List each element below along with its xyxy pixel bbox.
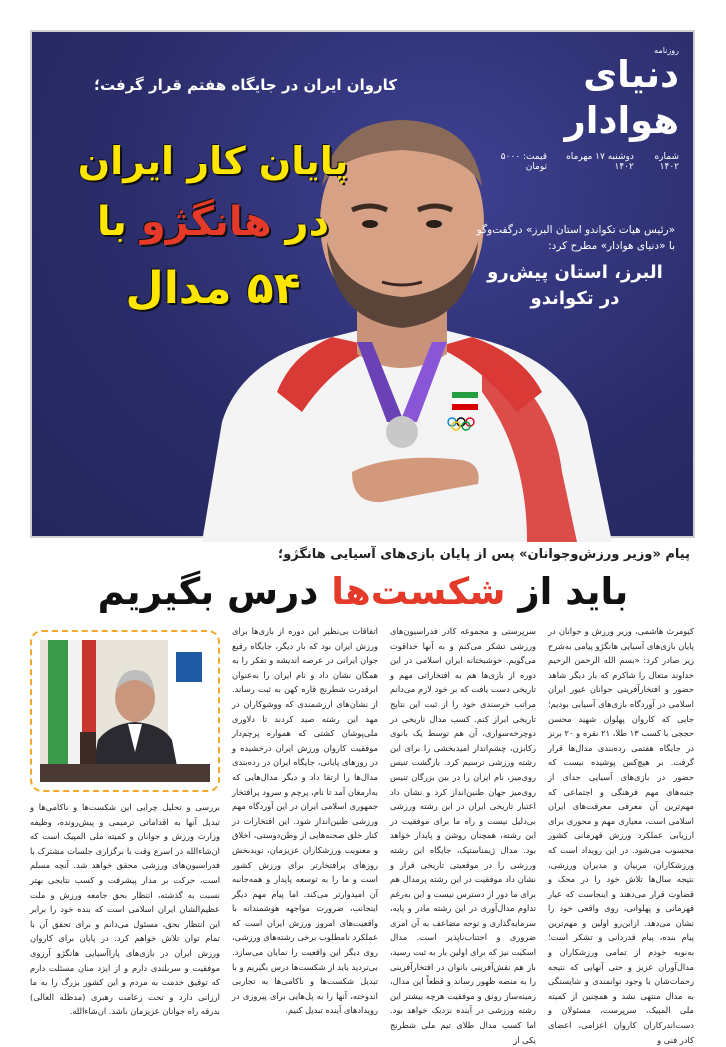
headline-line-1: پایان کار ایران — [77, 139, 349, 183]
article-kicker: پیام «وزیر ورزش‌وجوانان» پس از پایان بازی‌های آسیایی هانگژو؛ — [278, 547, 690, 562]
headline-line-2 — [68, 190, 358, 254]
title-text: درس بگیریم — [97, 570, 332, 613]
side-story-kicker: «رئیس هیات تکواندو استان البرز» درگفت‌وگو با «دنیای هوادار» مطرح کرد: — [476, 224, 675, 252]
article-column-4 — [30, 800, 220, 1019]
masthead-label: روزنامه — [654, 46, 679, 55]
article-column-1 — [548, 624, 694, 1045]
minister-photo — [40, 640, 210, 782]
masthead — [479, 44, 679, 172]
headline-text: در — [271, 199, 330, 245]
column-text: کیومرث هاشمی، وزیر ورزش و جوانان در پایان بازی‌های آسیایی هانگژو پیامی به‌شرح زیر صادر کرد: «بسم الله الرحمن الرحیم خداوند متعال را شاکرم که بار دیگر شاهد حضور و افتخارآفرینی جوانان غیور ایران اسلامی در آوردگاه بازی‌های آسیایی بودیم؛ جایی که کاروان پهلوان شهید محسن حججی با کسب ۱۳ طلا، ۲۱ نقره و ۲۰ برنز در جایگاه هفتمی رده‌بندی مدال‌ها قرار گرفت. بر هیچ‌کس پوشیده نیست که حضور در بازی‌های آسیایی جدای از جنبه‌های مهم فرهنگی و اجتماعی که مهم‌ترین آن معرفی معرفت‌های ایران اسلامی است، معیاری مهم و محوری برای ارزیابی عملکرد ورزش قهرمانی کشور محسوب می‌شود. در این رویداد است که ورزشکاران، مربیان و مدیران ورزشی، نتیجه سال‌ها تلاش خود را در محک و قضاوت قرار می‌دهند و اینجاست که عیار قهرمانی و پهلوانی، روی واقعی خود را نشان می‌دهد. ازاین‌رو اولین و مهم‌ترین پیام بنده، پیام قدردانی و تشکر است؛ به‌نوبه خودم از تمامی ورزشکاران و مدال‌آوران عزیز و حتی آنهایی که نتیجه زحمات‌شان با وجود توانمندی و شایستگی به مدال منتهی نشد و همچنین از کمیته ملی المپیک، سرپرست، مسئولان و دست‌اندرکاران کاروان اعزامی، اعضای کادر فنی و — [548, 626, 694, 1045]
title-text: باید از — [505, 570, 629, 613]
article-columns — [232, 624, 694, 1045]
minister-photo-frame — [30, 630, 220, 792]
hero-kicker: کاروان ایران در جایگاه هفتم قرار گرفت؛ — [94, 76, 398, 94]
issue-date: دوشنبه ۱۷ مهرماه ۱۴۰۲ — [566, 152, 634, 172]
title-highlight: شکست‌ها — [331, 570, 506, 613]
side-story-headline: البرز، استان پیش‌رو در تکواندو — [487, 262, 663, 309]
article-column-3 — [232, 624, 378, 1016]
column-text: اتفاقات بی‌نظیر این دوره از بازی‌ها برای ورزش ایران بود که بار دیگر، جایگاه رفیع جوان ایرانی در عرصه اندیشه و تفکر را به همگان نشان داد و نام ایران را به‌عنوان ابرقدرت شطرنج قاره کهن به ثبت رساند. از نشان‌های ارزشمندی که ووشوکاران در مهد این رشته صید کردند تا دلاوری ملی‌پوشان کشتی که همواره پرچم‌دار موفقیت کاروان ورزش ایران درخشیده و در روزهای پایانی، جایگاه ایران در رده‌بندی مدال‌ها را ارتقا داد و دیگر مدال‌هایی که به‌ارمغان آمد تا نام، پرچم و سرود پرافتخار جمهوری اسلامی ایران در این آوردگاه مهم ورزشی طنین‌انداز شود. این افتخارات در کنار خلق صحنه‌هایی از وطن‌دوستی، اخلاق و معنویت ورزشکاران عزیزمان، نویدبخش روزهای پرافتخارتر برای ورزش کشور است و ما را به توسعه پایدار و همه‌جانبه آن امیدوارتر می‌کند. اما پیام مهم دیگر اینجانب، ضرورت مواجهه هوشمندانه با واقعیت‌های امروز ورزش ایران است که عملکرد نامطلوب برخی رشته‌های ورزشی، روی دیگر این واقعیت را نمایان می‌سازد. بی‌تردید باید از شکست‌ها درس بگیریم و با تبدیل شکست‌ها و ناکامی‌ها به تجاربی اندوخته، آنها را به پل‌هایی برای پیروزی در رویدادهای آینده تبدیل کنیم. — [232, 626, 378, 1016]
newspaper-logo: دنیای هوادار — [564, 53, 679, 142]
headline-text: با — [96, 199, 141, 245]
hero-headline — [68, 132, 358, 324]
headline-line-3: ۵۴ مدال — [125, 263, 301, 314]
issue-number: شماره ۱۴۰۲ — [654, 152, 679, 172]
column-text: سرپرستی و مجموعه کادر فدراسیون‌های ورزشی تشکر می‌کنم و به آنها خداقوت می‌گویم. خوشبختانه ایران اسلامی در این دوره از بازی‌ها هم به افتخاراتی مهم و تاریخی دست یافت که بر خود لازم می‌دانم مراتب خرسندی خود را از ثبت این نتایج تاریخی ابراز کنم. کسب مدال تاریخی در دوچرخه‌سواری، آن هم توسط یک بانوی رکابزن، چشم‌انداز امیدبخشی را برای این رشته ورزشی ترسیم کرد. بازگشت تنیس روی‌میز، نام ایران را در بین بزرگان تنیس روی‌میز جهان طنین‌انداز کرد و نشان داد اعتبار تاریخی ایران در این رشته ورزشی بی‌دلیل نیست و راه ما برای موفقیت در این رشته، همچنان روشن و پایدار خواهد بود. مدال ژیمناستیک، جایگاه این رشته ورزشی را در موقعیتی تاریخی قرار و نشان داد موفقیت در این رشته پرمدال هم برای ما دور از دسترس نیست و این به‌رغم تداوم مدال‌آوری در این رشته مادر و پایه، سرمایه‌گذاری و توجه مضاعف به آن امری ضروری و اجتناب‌ناپذیر است. مدال اسکیت نیز که برای اولین بار به ثبت رسید، باز هم نقش‌آفرینی بانوان در افتخارآفرینی را به منصه ظهور رساند و قطعاً این مدال، زمینه‌ساز رونق و موفقیت هرچه بیشتر این رشته ورزشی در آینده نزدیک خواهد بود. اما کسب مدال طلای تیم ملی شطرنج یکی از — [390, 626, 536, 1045]
article-column-2 — [390, 624, 536, 1045]
article-title — [0, 570, 726, 613]
hero-section — [30, 30, 695, 538]
headline-highlight: هانگژو — [140, 199, 272, 245]
issue-price: قیمت: ۵۰۰۰ تومان — [500, 152, 548, 172]
column-text: بررسی و تحلیل چرایی این شکست‌ها و ناکامی‌ها و تبدیل آنها به اقداماتی ترمیمی و پیش‌رونده، وظیفه وزارت ورزش و جوانان و کمیته ملی المپیک است که ان‌شاءالله در اسرع وقت با برگزاری جلسات مشترک با فدراسیون‌های ورزشی محقق خواهد شد. آنچه مسلم است، حرکت بر مدار پیشرفت و کسب نتایجی بهتر نسبت به گذشته، انتظار بحق جامعه ورزش و ملت عظیم‌الشان ایران اسلامی است که بنده خود را برابر این انتظار بحق، مسئول می‌دانم و برای تحقق آن با تمام توان تلاش خواهم کرد. در پایان برای کاروان ورزش ایران در بازی‌های پاراآسیایی هانگژو آرزوی موفقیت و سربلندی دارم و از ایزد منان مسئلت دارم که توفیق خدمت به مردم و این کشور بزرگ را به ما ارزانی دارد و تحت زعامت رهبری (مدظله العالی) بدرقه راه جوانان عزیزمان باشد. ان‌شاءالله. — [30, 802, 220, 1017]
issue-meta — [479, 152, 679, 172]
